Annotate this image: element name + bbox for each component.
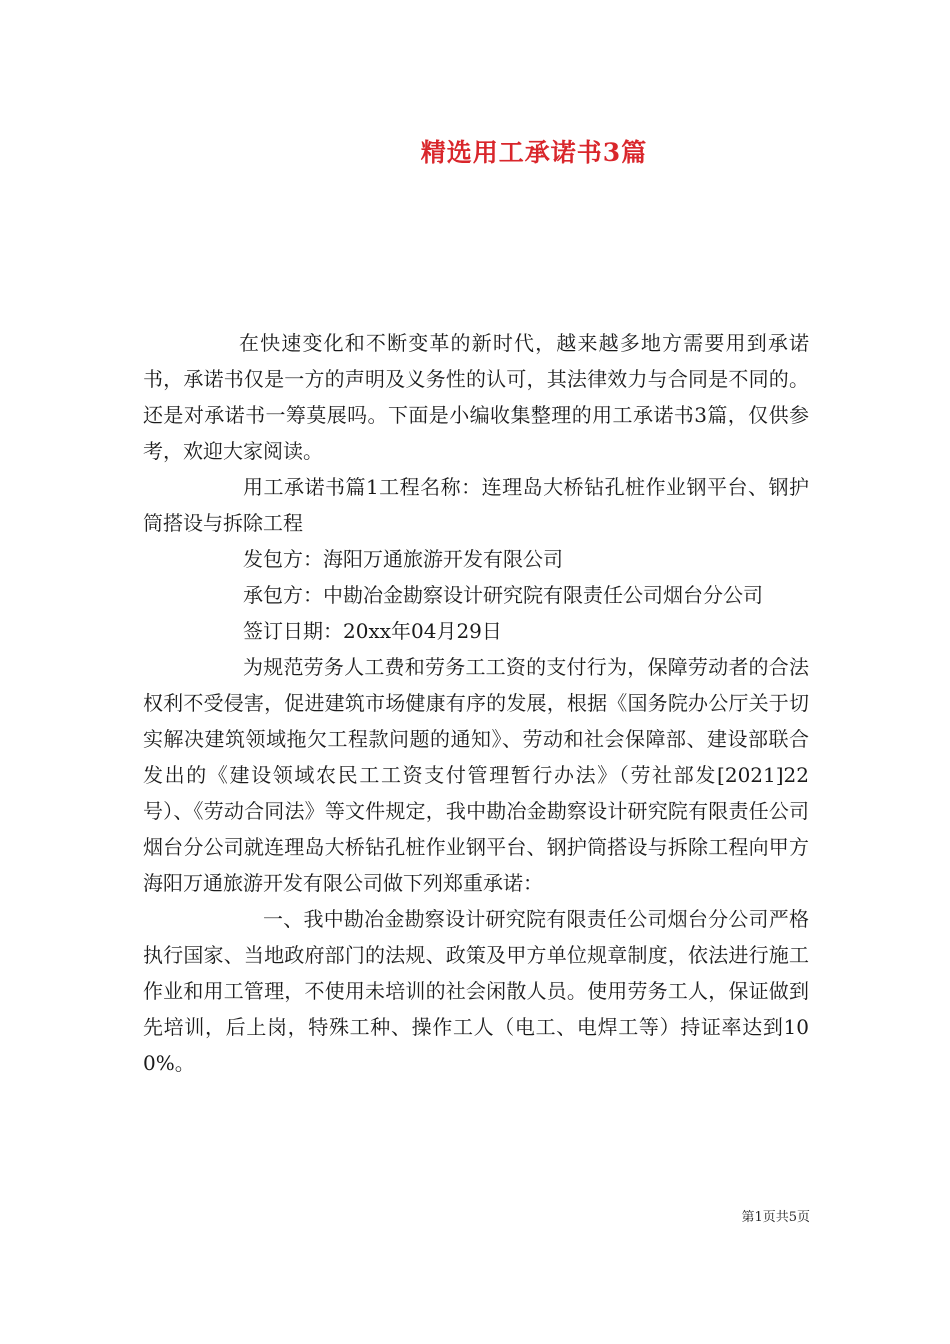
document-body <box>143 325 809 1081</box>
page-number: 第1页共5页 <box>741 1210 810 1225</box>
paragraph-contractor: 承包方：中勘冶金勘察设计研究院有限责任公司烟台分公司 <box>243 583 763 607</box>
document-title: 精选用工承诺书3篇 <box>420 138 648 167</box>
paragraph-employer: 发包方：海阳万通旅游开发有限公司 <box>243 547 563 571</box>
paragraph-commitment-1: 一、我中勘冶金勘察设计研究院有限责任公司烟台分公司严格执行国家、当地政府部门的法规、政策及甲方单位规章制度，依法进行施工作业和用工管理，不使用未培训的社会闲散人员。使用劳务工人，保证做到先培训，后上岗，特殊工种、操作工人（电工、电焊工等）持证率达到100%。 <box>143 907 809 1075</box>
paragraph-project-name: 用工承诺书篇1工程名称：连理岛大桥钻孔桩作业钢平台、钢护筒搭设与拆除工程 <box>143 475 809 535</box>
paragraph-purpose: 为规范劳务人工费和劳务工工资的支付行为，保障劳动者的合法权利不受侵害，促进建筑市场健康有序的发展，根据《国务院办公厅关于切实解决建筑领域拖欠工程款问题的通知》、劳动和社会保障部、建设部联合发出的《建设领域农民工工资支付管理暂行办法》（劳社部发[2021]22号）、《劳动合同法》等文件规定，我中勘冶金勘察设计研究院有限责任公司烟台分公司就连理岛大桥钻孔桩作业钢平台、钢护筒搭设与拆除工程向甲方海阳万通旅游开发有限公司做下列郑重承诺： <box>143 655 809 895</box>
paragraph-sign-date: 签订日期：20xx年04月29日 <box>243 619 502 643</box>
paragraph-intro: 在快速变化和不断变革的新时代，越来越多地方需要用到承诺书，承诺书仅是一方的声明及义务性的认可，其法律效力与合同是不同的。还是对承诺书一筹莫展吗。下面是小编收集整理的用工承诺书3篇，仅供参考，欢迎大家阅读。 <box>143 331 809 463</box>
